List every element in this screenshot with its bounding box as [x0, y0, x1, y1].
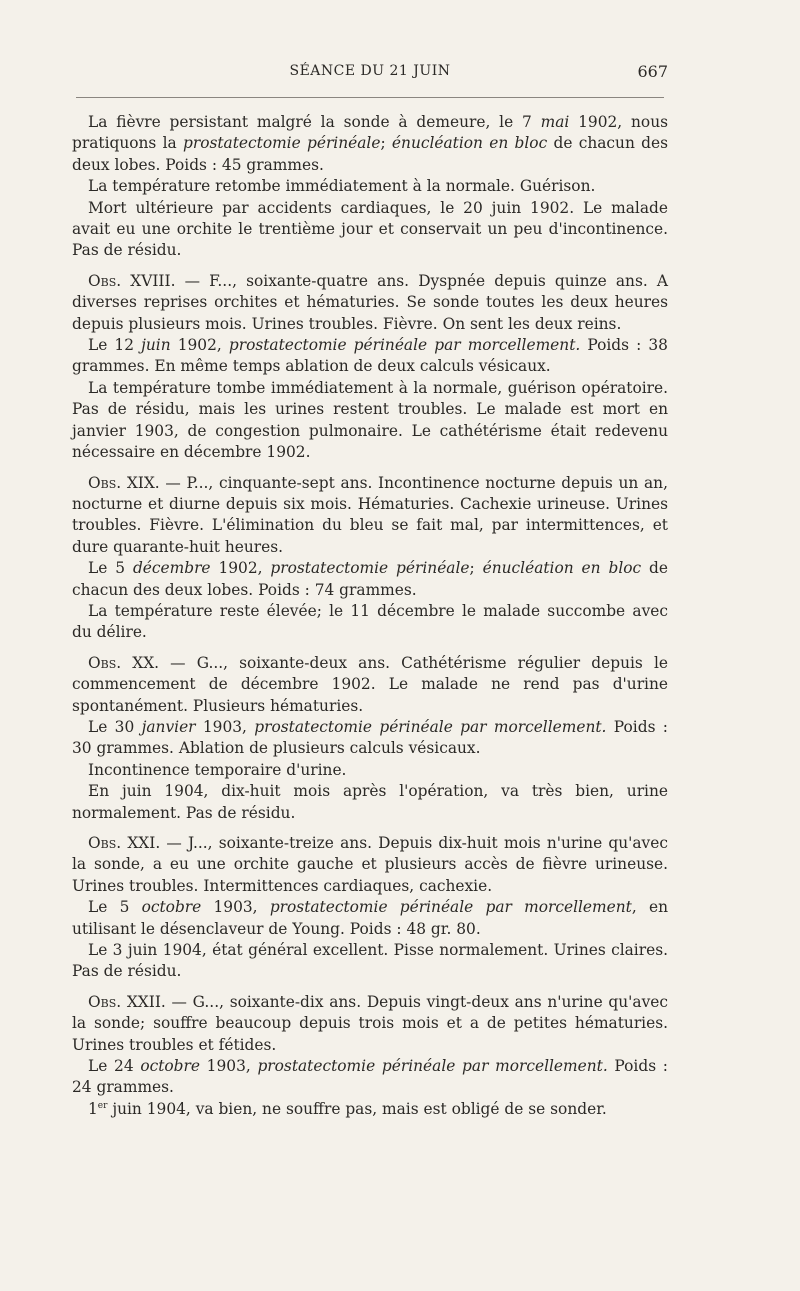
- superscript: er: [97, 1100, 108, 1111]
- observation-paragraph: Obs. XXII. — G..., soixante-dix ans. Depuis vingt-deux ans n'urine qu'avec la sonde; souffre beaucoup depuis trois mois et a de petites hématuries. Urines troubles et fétides.: [72, 992, 668, 1054]
- observation-label: Obs. XVIII.: [88, 271, 176, 290]
- paragraph: Le 12 juin 1902, prostatectomie périnéale par morcellement. Poids : 38 grammes. En même temps ablation de deux calculs vésicaux.: [72, 336, 668, 376]
- italic-text: prostatectomie périnéale par morcellement.: [254, 717, 607, 736]
- paragraph: La température retombe immédiatement à la normale. Guérison.: [88, 177, 596, 196]
- observation-label: Obs. XXII.: [88, 992, 166, 1011]
- italic-text: prostatectomie périnéale par morcellement: [269, 898, 632, 917]
- observation-label: Obs. XIX.: [88, 473, 160, 492]
- paragraph: 1er juin 1904, va bien, ne souffre pas, mais est obligé de se sonder.: [88, 1099, 607, 1118]
- paragraph: Le 3 juin 1904, état général excellent. Pisse normalement. Urines claires. Pas de résidu.: [72, 941, 668, 981]
- paragraph: Le 24 octobre 1903, prostatectomie périnéale par morcellement. Poids : 24 grammes.: [72, 1057, 668, 1097]
- italic-text: prostatectomie périnéale: [270, 559, 470, 578]
- observation-label: Obs. XX.: [88, 653, 160, 672]
- paragraph: Le 5 octobre 1903, prostatectomie périnéale par morcellement, en utilisant le désenclaveur de Young. Poids : 48 gr. 80.: [72, 898, 669, 938]
- observation-label: Obs. XXI.: [88, 834, 161, 852]
- italic-text: mai: [540, 113, 570, 131]
- running-title: SÉANCE DU 21 JUIN: [289, 63, 451, 79]
- italic-text: décembre: [132, 559, 211, 578]
- observation-paragraph: Obs. XX. — G..., soixante-deux ans. Cathétérisme régulier depuis le commencement de décembre 1902. Le malade ne rend pas d'urine spontanément. Plusieurs hématuries.: [72, 653, 668, 715]
- observation-paragraph: Obs. XXI. — J..., soixante-treize ans. Depuis dix-huit mois n'urine qu'avec la sonde, a eu une orchite gauche et plusieurs accès de fièvre urineuse. Urines troubles. Intermittences cardiaques, cachexie.: [72, 834, 668, 895]
- italic-text: énucléation en bloc: [482, 559, 642, 578]
- paragraph: En juin 1904, dix-huit mois après l'opération, va très bien, urine normalement. Pas de résidu.: [72, 782, 668, 822]
- paragraph: Mort ultérieure par accidents cardiaques, le 20 juin 1902. Le malade avait eu une orchite le trentième jour et conservait un peu d'incontinence. Pas de résidu.: [72, 198, 668, 260]
- observation-paragraph: Obs. XIX. — P..., cinquante-sept ans. Incontinence nocturne depuis un an, nocturne et diurne depuis six mois. Hématuries. Cachexie urineuse. Urines troubles. Fièvre. L'élimination du bleu se fait mal, par intermittences, et dure quarante-huit heures.: [72, 473, 668, 556]
- paragraph: La température reste élevée; le 11 décembre le malade succombe avec du délire.: [72, 601, 668, 642]
- observation-paragraph: Obs. XVIII. — F..., soixante-quatre ans. Dyspnée depuis quinze ans. A diverses reprises orchites et hématuries. Se sonde toutes les deux heures depuis plusieurs mois. Urines troubles. Fièvre. On sent les deux reins.: [72, 271, 668, 333]
- paragraph: Incontinence temporaire d'urine.: [88, 760, 347, 779]
- paragraph: Le 30 janvier 1903, prostatectomie périnéale par morcellement. Poids : 30 grammes. Ablation de plusieurs calculs vésicaux.: [72, 717, 668, 758]
- body-text: [72, 112, 668, 1120]
- header-rule: [76, 97, 664, 98]
- page-number: 667: [637, 62, 668, 81]
- italic-text: prostatectomie périnéale: [182, 134, 381, 153]
- paragraph: La fièvre persistant malgré la sonde à demeure, le 7 mai 1902, nous pratiquons la prostatectomie périnéale; énucléation en bloc de chacun des deux lobes. Poids : 45 grammes.: [72, 113, 669, 174]
- running-header: [72, 62, 668, 84]
- italic-text: octobre: [140, 1057, 200, 1076]
- italic-text: janvier: [141, 717, 196, 736]
- paragraph: La température tombe immédiatement à la normale, guérison opératoire. Pas de résidu, mais les urines restent troubles. Le malade est mort en janvier 1903, de congestion pulmonaire. Le cathétérisme était redevenu nécessaire en décembre 1902.: [72, 378, 668, 462]
- paragraph: Le 5 décembre 1902, prostatectomie périnéale; énucléation en bloc de chacun des deux lobes. Poids : 74 grammes.: [72, 559, 669, 599]
- italic-text: prostatectomie périnéale par morcellement.: [257, 1057, 608, 1076]
- italic-text: prostatectomie périnéale par morcellement.: [228, 336, 581, 355]
- italic-text: juin: [141, 336, 171, 355]
- italic-text: énucléation en bloc: [391, 134, 548, 153]
- italic-text: octobre: [141, 898, 202, 917]
